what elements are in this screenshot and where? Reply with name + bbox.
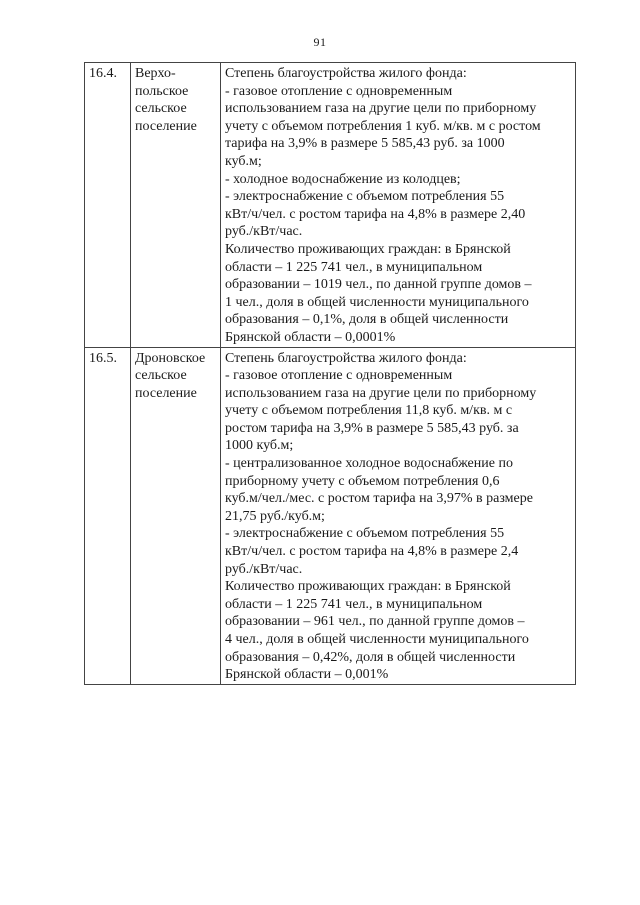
description-line: тарифа на 3,9% в размере 5 585,43 руб. за 1000 bbox=[225, 136, 505, 152]
description-line: Степень благоустройства жилого фонда: bbox=[225, 66, 467, 81]
description-line: использованием газа на другие цели по приборному bbox=[225, 385, 537, 401]
description-line: Количество проживающих граждан: в Брянской bbox=[225, 579, 511, 595]
description-line: образования – 0,1%, доля в общей численности bbox=[225, 312, 509, 328]
housing-description bbox=[221, 63, 576, 348]
housing-description bbox=[221, 347, 576, 684]
description-line: руб./кВт/час. bbox=[225, 561, 303, 577]
settlement-name-line: поселение bbox=[135, 118, 197, 134]
description-line: - электроснабжение с объемом потребления 55 bbox=[225, 526, 505, 542]
description-line: Брянской области – 0,0001% bbox=[225, 329, 396, 345]
description-line: Количество проживающих граждан: в Брянской bbox=[225, 241, 511, 257]
settlement-name-line: сельское bbox=[135, 101, 187, 117]
description-line: - газовое отопление с одновременным bbox=[225, 368, 453, 384]
table-row bbox=[85, 63, 576, 348]
description-line: Степень благоустройства жилого фонда: bbox=[225, 350, 467, 366]
settlement-name-line: Дроновское bbox=[135, 350, 206, 366]
settlement-table bbox=[84, 62, 576, 685]
table-row bbox=[85, 347, 576, 684]
description-line: - централизованное холодное водоснабжение по bbox=[225, 456, 513, 472]
description-line: куб.м/чел./мес. с ростом тарифа на 3,97% в размере bbox=[225, 491, 533, 507]
description-line: Брянской области – 0,001% bbox=[225, 667, 389, 683]
description-line: - электроснабжение с объемом потребления 55 bbox=[225, 189, 505, 205]
description-line: учету с объемом потребления 1 куб. м/кв. м с ростом bbox=[225, 118, 541, 134]
description-line: 1000 куб.м; bbox=[225, 438, 294, 454]
settlement-name-line: Верхо- bbox=[135, 66, 176, 81]
settlement-name bbox=[131, 347, 221, 684]
description-line: образовании – 1019 чел., по данной группе домов – bbox=[225, 277, 532, 293]
description-line: области – 1 225 741 чел., в муниципальном bbox=[225, 596, 483, 612]
description-line: образования – 0,42%, доля в общей численности bbox=[225, 649, 516, 665]
description-line: области – 1 225 741 чел., в муниципальном bbox=[225, 259, 483, 275]
description-line: ростом тарифа на 3,9% в размере 5 585,43 руб. за bbox=[225, 420, 519, 436]
table-body bbox=[85, 63, 576, 685]
row-number: 16.5. bbox=[85, 347, 131, 684]
description-line: - холодное водоснабжение из колодцев; bbox=[225, 171, 461, 187]
description-line: использованием газа на другие цели по приборному bbox=[225, 101, 537, 117]
row-number: 16.4. bbox=[85, 63, 131, 348]
description-line: кВт/ч/чел. с ростом тарифа на 4,8% в размере 2,40 bbox=[225, 206, 526, 222]
description-line: образовании – 961 чел., по данной группе домов – bbox=[225, 614, 525, 630]
settlement-name-line: сельское bbox=[135, 368, 187, 384]
settlement-name-line: поселение bbox=[135, 385, 197, 401]
description-line: кВт/ч/чел. с ростом тарифа на 4,8% в размере 2,4 bbox=[225, 544, 519, 560]
settlement-name bbox=[131, 63, 221, 348]
settlement-name-line: польское bbox=[135, 83, 189, 99]
description-line: приборному учету с объемом потребления 0,6 bbox=[225, 473, 500, 489]
description-line: - газовое отопление с одновременным bbox=[225, 83, 453, 99]
page-number: 91 bbox=[313, 35, 327, 49]
description-line: куб.м; bbox=[225, 153, 262, 169]
description-line: 21,75 руб./куб.м; bbox=[225, 508, 325, 524]
description-line: 1 чел., доля в общей численности муниципального bbox=[225, 294, 529, 310]
description-line: 4 чел., доля в общей численности муниципального bbox=[225, 632, 529, 647]
description-line: учету с объемом потребления 11,8 куб. м/кв. м с bbox=[225, 403, 513, 419]
description-line: руб./кВт/час. bbox=[225, 224, 303, 240]
